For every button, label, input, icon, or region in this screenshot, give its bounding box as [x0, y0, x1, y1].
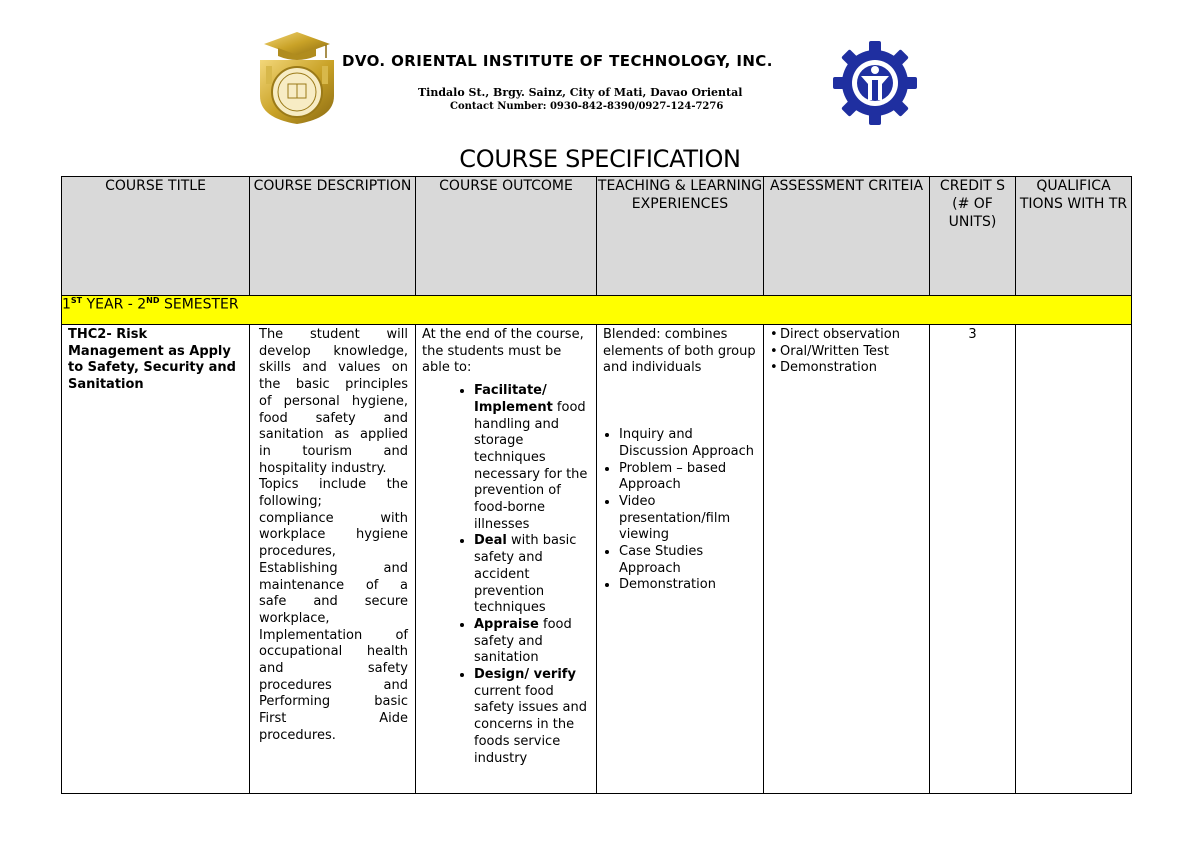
course-specification-table [61, 176, 1132, 794]
outcome-text: with basic safety and accident prevention techniques [474, 533, 577, 616]
description-line: skills and values on [259, 360, 408, 376]
column-header-qualifications: QUALIFICA TIONS WITH TR [1016, 177, 1132, 296]
semester-year-suffix: ST [70, 296, 83, 305]
teaching-intro: Blended: combines elements of both group and individuals [603, 327, 756, 376]
description-line: maintenance of a [259, 577, 408, 593]
description-line: compliance with [259, 510, 408, 526]
assessment-item: • Demonstration [780, 360, 925, 377]
description-line: First Aide [259, 711, 408, 727]
description-line: the basic principles [259, 377, 408, 393]
description-line: procedures. [259, 727, 336, 743]
semester-year-word: YEAR - [82, 296, 138, 313]
assessment-criteria-cell [764, 325, 930, 794]
description-line: in tourism and [259, 443, 408, 459]
outcome-text: food safety and sanitation [474, 616, 572, 666]
teaching-item: • Inquiry and Discussion Approach [619, 427, 757, 460]
description-line: hospitality industry. [259, 460, 387, 476]
description-line: procedures and [259, 677, 408, 693]
outcome-intro: At the end of the course, the students must be able to: [422, 327, 584, 376]
semester-label [62, 296, 1132, 325]
outcome-list [422, 383, 590, 767]
semester-row [62, 296, 1132, 325]
outcome-verb: Deal [474, 533, 507, 549]
description-line: food safety and [259, 410, 408, 426]
table-header-row [62, 177, 1132, 296]
description-line: develop knowledge, [259, 343, 408, 359]
credits-cell: 3 [930, 325, 1016, 794]
column-header-teaching-learning: TEACHING & LEARNING EXPERIENCES [597, 177, 764, 296]
description-line: Establishing and [259, 560, 408, 576]
document-title: COURSE SPECIFICATION [459, 145, 741, 173]
outcome-verb: Design/ verify [474, 667, 576, 683]
course-description-cell [250, 325, 416, 794]
description-line: Implementation of [259, 627, 408, 643]
teaching-item: • Problem – based Approach [619, 461, 757, 494]
description-line: of personal hygiene, [259, 393, 408, 409]
course-outcome-cell [416, 325, 597, 794]
semester-suffix: ND [146, 296, 160, 305]
institution-address: Tindalo St., Brgy. Sainz, City of Mati, Davao Oriental [418, 86, 743, 99]
description-line: and safety [259, 661, 408, 677]
description-line: safe and secure [259, 594, 408, 610]
teaching-learning-cell [597, 325, 764, 794]
outcome-verb: Facilitate/ Implement [474, 383, 553, 415]
teaching-item: • Video presentation/film viewing [619, 494, 757, 544]
outcome-verb: Appraise [474, 616, 539, 632]
qualifications-cell [1016, 325, 1132, 794]
outcome-text: food handling and storage techniques necessary for the prevention of food-borne illnesses [474, 399, 588, 532]
column-header-course-outcome: COURSE OUTCOME [416, 177, 597, 296]
semester-year-number: 1 [62, 296, 71, 313]
description-line: workplace hygiene [259, 527, 408, 543]
semester-number: 2 [137, 296, 147, 313]
outcome-item [474, 617, 590, 667]
assessment-list [768, 327, 925, 377]
tesda-gear-logo [832, 40, 918, 126]
outcome-item [474, 533, 590, 617]
course-title-cell: THC2- Risk Management as Apply to Safety, Security and Sanitation [62, 325, 250, 794]
description-line: occupational health [259, 644, 408, 660]
teaching-list [603, 427, 757, 594]
description-line: Topics include the [259, 477, 408, 493]
description-line: The student will [259, 327, 408, 342]
column-header-course-description: COURSE DESCRIPTION [250, 177, 416, 296]
outcome-item [474, 667, 590, 767]
description-line: following; [259, 494, 322, 510]
teaching-item: • Demonstration [619, 577, 757, 594]
school-seal-logo [252, 30, 342, 126]
assessment-item: • Direct observation [780, 327, 925, 344]
outcome-text: current food safety issues and concerns in the foods service industry [474, 683, 587, 766]
column-header-assessment-criteria: ASSESSMENT CRITEIA [764, 177, 930, 296]
description-line: procedures, [259, 544, 336, 560]
description-line: workplace, [259, 610, 330, 626]
outcome-item [474, 383, 590, 533]
assessment-item: • Oral/Written Test [780, 344, 925, 361]
column-header-course-title: COURSE TITLE [62, 177, 250, 296]
institution-contact: Contact Number: 0930-842-8390/0927-124-7276 [450, 101, 724, 112]
description-line: sanitation as applied [259, 427, 408, 443]
institution-name: DVO. ORIENTAL INSTITUTE OF TECHNOLOGY, INC. [342, 52, 773, 70]
teaching-item: • Case Studies Approach [619, 544, 757, 577]
semester-word: SEMESTER [159, 296, 239, 313]
column-header-credits: CREDIT S (# OF UNITS) [930, 177, 1016, 296]
course-row [62, 325, 1132, 794]
description-line: Performing basic [259, 694, 408, 710]
